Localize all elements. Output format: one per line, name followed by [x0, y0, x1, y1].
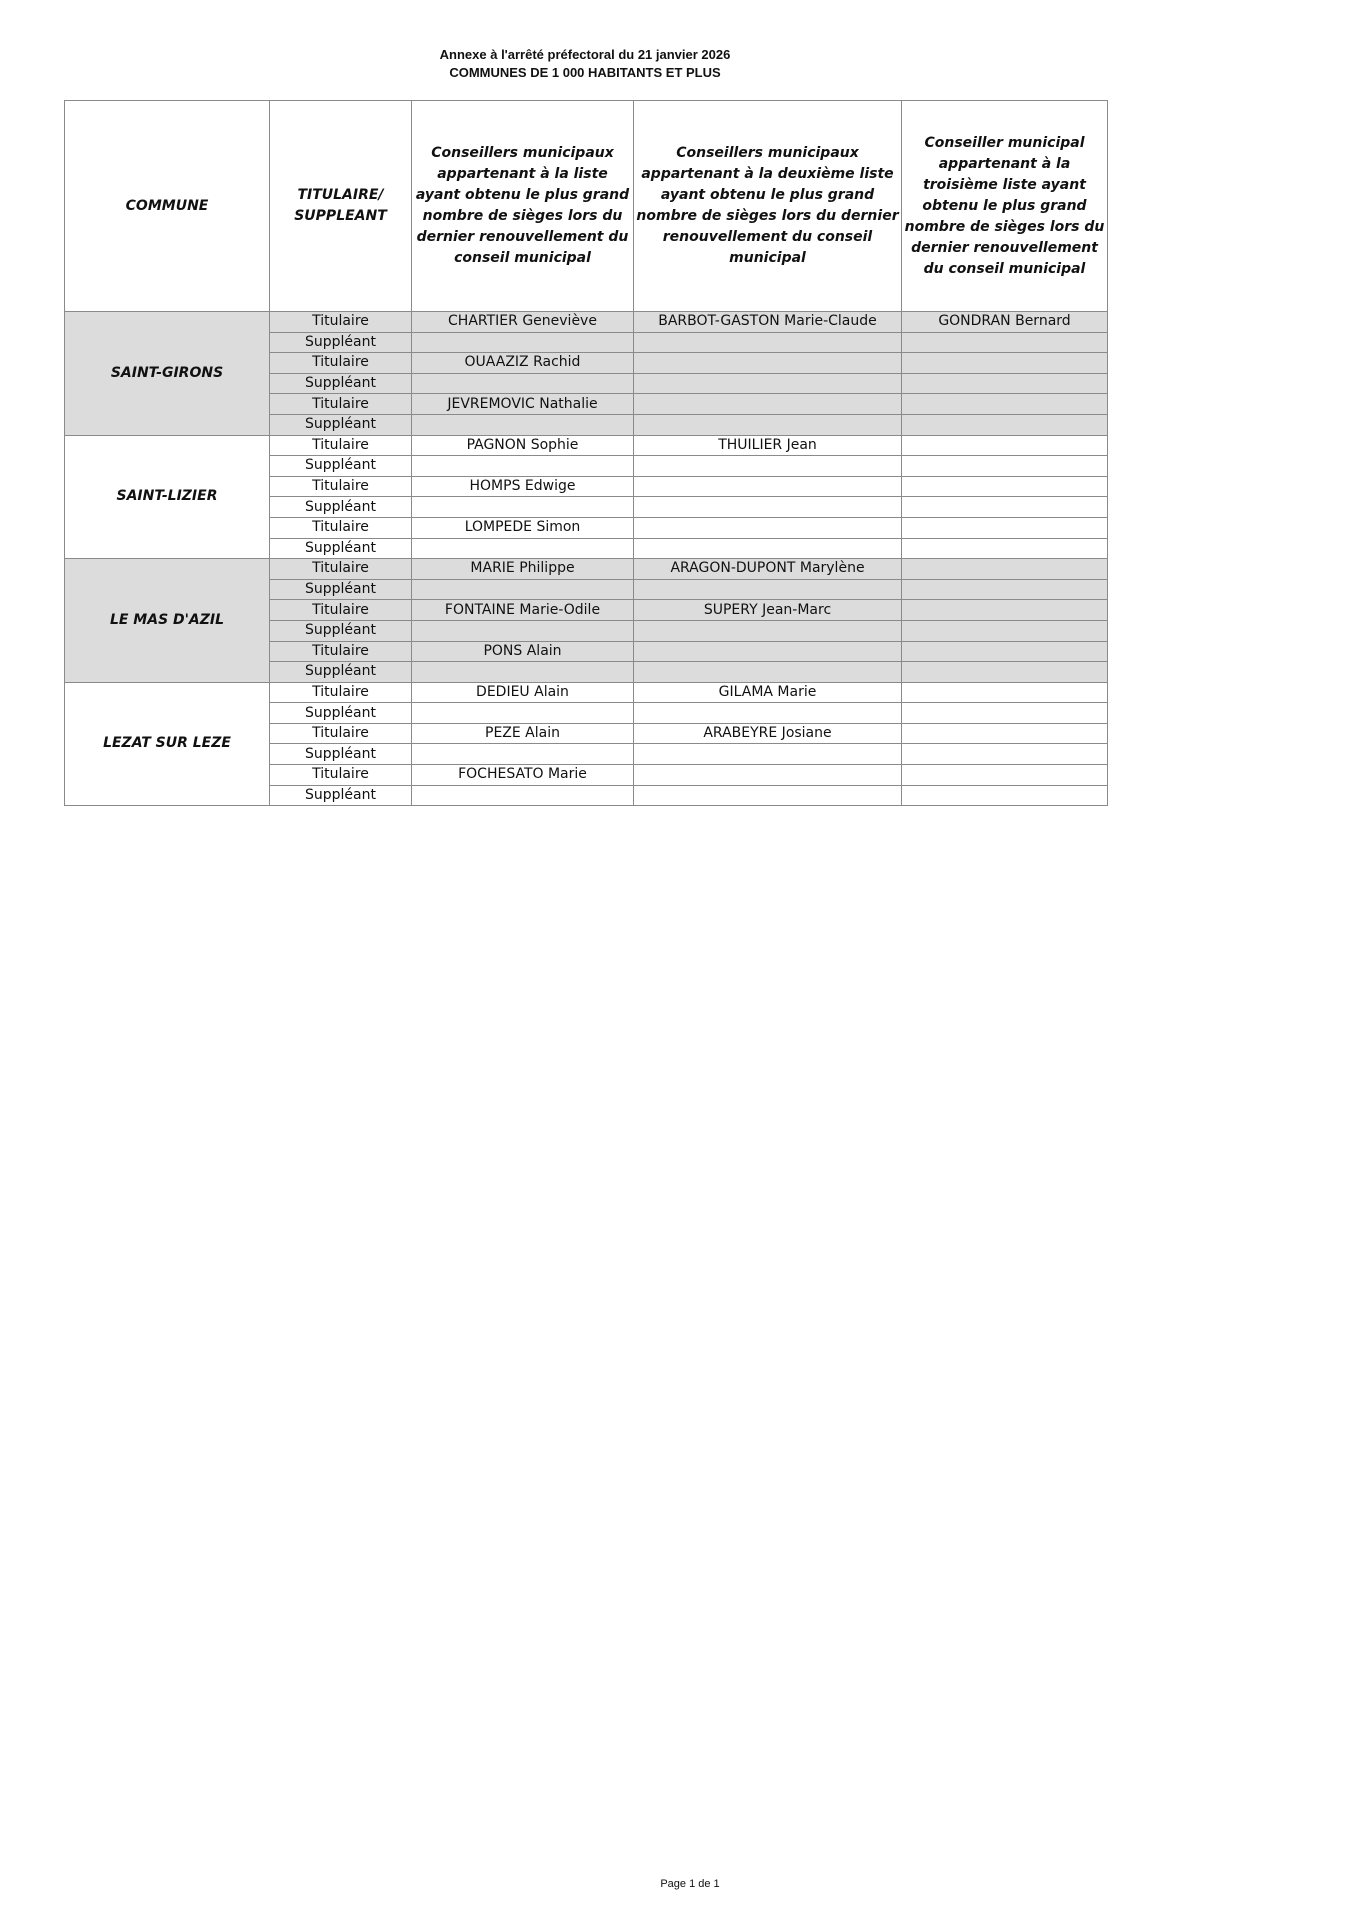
- third-list-cell: [902, 765, 1108, 786]
- third-list-cell: [902, 517, 1108, 538]
- table-row: [65, 682, 1108, 703]
- first-list-cell: FONTAINE Marie-Odile: [412, 600, 634, 621]
- first-list-cell: [412, 579, 634, 600]
- third-list-cell: [902, 723, 1108, 744]
- second-list-cell: THUILIER Jean: [634, 435, 902, 456]
- second-list-cell: [634, 497, 902, 518]
- first-list-cell: LOMPEDE Simon: [412, 517, 634, 538]
- commune-cell: LEZAT SUR LEZE: [65, 682, 270, 806]
- role-cell: Titulaire: [270, 559, 412, 580]
- column-header-label: TITULAIRE/ SUPPLEANT: [294, 187, 387, 224]
- role-cell: Titulaire: [270, 476, 412, 497]
- second-list-cell: [634, 744, 902, 765]
- third-list-cell: GONDRAN Bernard: [902, 312, 1108, 333]
- role-cell: Suppléant: [270, 744, 412, 765]
- role-cell: Suppléant: [270, 785, 412, 806]
- second-list-cell: SUPERY Jean-Marc: [634, 600, 902, 621]
- commune-cell: SAINT-LIZIER: [65, 435, 270, 559]
- first-list-cell: [412, 456, 634, 477]
- first-list-cell: [412, 744, 634, 765]
- table-row: [65, 559, 1108, 580]
- commune-cell: SAINT-GIRONS: [65, 312, 270, 436]
- column-header-label: Conseiller municipal appartenant à la troisième liste ayant obtenu le plus grand nombre de sièges lors du dernier renouvellement du conseil municipal: [904, 134, 1105, 277]
- second-list-cell: [634, 517, 902, 538]
- third-list-cell: [902, 620, 1108, 641]
- third-list-cell: [902, 785, 1108, 806]
- second-list-cell: BARBOT-GASTON Marie-Claude: [634, 312, 902, 333]
- role-cell: Suppléant: [270, 579, 412, 600]
- column-header-role: [270, 101, 412, 312]
- second-list-cell: [634, 579, 902, 600]
- table-header-row: [65, 101, 1108, 312]
- first-list-cell: [412, 373, 634, 394]
- third-list-cell: [902, 538, 1108, 559]
- first-list-cell: [412, 497, 634, 518]
- second-list-cell: [634, 414, 902, 435]
- role-cell: Titulaire: [270, 353, 412, 374]
- first-list-cell: HOMPS Edwige: [412, 476, 634, 497]
- third-list-cell: [902, 414, 1108, 435]
- second-list-cell: GILAMA Marie: [634, 682, 902, 703]
- second-list-cell: ARAGON-DUPONT Marylène: [634, 559, 902, 580]
- role-cell: Suppléant: [270, 538, 412, 559]
- role-cell: Suppléant: [270, 620, 412, 641]
- third-list-cell: [902, 476, 1108, 497]
- role-cell: Suppléant: [270, 497, 412, 518]
- role-cell: Titulaire: [270, 600, 412, 621]
- column-header-label: COMMUNE: [125, 197, 209, 214]
- first-list-cell: [412, 414, 634, 435]
- first-list-cell: MARIE Philippe: [412, 559, 634, 580]
- document-subtitle: COMMUNES DE 1 000 HABITANTS ET PLUS: [449, 65, 721, 80]
- third-list-cell: [902, 682, 1108, 703]
- column-header-third-list: [902, 101, 1108, 312]
- table-row: [65, 435, 1108, 456]
- first-list-cell: CHARTIER Geneviève: [412, 312, 634, 333]
- role-cell: Suppléant: [270, 373, 412, 394]
- column-header-second-list: [634, 101, 902, 312]
- role-cell: Titulaire: [270, 723, 412, 744]
- column-header-label: Conseillers municipaux appartenant à la liste ayant obtenu le plus grand nombre de sièges lors du dernier renouvellement du conseil municipal: [415, 145, 630, 266]
- first-list-cell: [412, 662, 634, 683]
- column-header-commune: [65, 101, 270, 312]
- role-cell: Titulaire: [270, 517, 412, 538]
- role-cell: Suppléant: [270, 332, 412, 353]
- second-list-cell: [634, 765, 902, 786]
- third-list-cell: [902, 703, 1108, 724]
- third-list-cell: [902, 353, 1108, 374]
- second-list-cell: [634, 641, 902, 662]
- role-cell: Suppléant: [270, 414, 412, 435]
- commune-cell: LE MAS D'AZIL: [65, 559, 270, 683]
- first-list-cell: [412, 620, 634, 641]
- page-number: Page 1 de 1: [660, 1878, 720, 1890]
- first-list-cell: [412, 332, 634, 353]
- column-header-label: Conseillers municipaux appartenant à la deuxième liste ayant obtenu le plus grand nombre de sièges lors du dernier renouvellement du conseil municipal: [636, 145, 899, 266]
- document-title: Annexe à l'arrêté préfectoral du 21 janvier 2026: [439, 47, 731, 62]
- third-list-cell: [902, 559, 1108, 580]
- table-row: [65, 312, 1108, 333]
- role-cell: Titulaire: [270, 435, 412, 456]
- third-list-cell: [902, 744, 1108, 765]
- second-list-cell: [634, 620, 902, 641]
- second-list-cell: [634, 394, 902, 415]
- role-cell: Titulaire: [270, 394, 412, 415]
- first-list-cell: [412, 703, 634, 724]
- role-cell: Suppléant: [270, 662, 412, 683]
- role-cell: Titulaire: [270, 765, 412, 786]
- councillors-table: [64, 100, 1108, 806]
- role-cell: Titulaire: [270, 312, 412, 333]
- column-header-first-list: [412, 101, 634, 312]
- third-list-cell: [902, 332, 1108, 353]
- third-list-cell: [902, 497, 1108, 518]
- first-list-cell: PEZE Alain: [412, 723, 634, 744]
- third-list-cell: [902, 373, 1108, 394]
- second-list-cell: [634, 662, 902, 683]
- third-list-cell: [902, 600, 1108, 621]
- second-list-cell: [634, 456, 902, 477]
- third-list-cell: [902, 662, 1108, 683]
- first-list-cell: JEVREMOVIC Nathalie: [412, 394, 634, 415]
- second-list-cell: [634, 703, 902, 724]
- third-list-cell: [902, 456, 1108, 477]
- role-cell: Titulaire: [270, 682, 412, 703]
- first-list-cell: PONS Alain: [412, 641, 634, 662]
- role-cell: Suppléant: [270, 456, 412, 477]
- second-list-cell: [634, 538, 902, 559]
- second-list-cell: [634, 353, 902, 374]
- second-list-cell: ARABEYRE Josiane: [634, 723, 902, 744]
- first-list-cell: [412, 785, 634, 806]
- first-list-cell: PAGNON Sophie: [412, 435, 634, 456]
- second-list-cell: [634, 332, 902, 353]
- first-list-cell: DEDIEU Alain: [412, 682, 634, 703]
- third-list-cell: [902, 394, 1108, 415]
- first-list-cell: FOCHESATO Marie: [412, 765, 634, 786]
- third-list-cell: [902, 435, 1108, 456]
- second-list-cell: [634, 373, 902, 394]
- first-list-cell: OUAAZIZ Rachid: [412, 353, 634, 374]
- first-list-cell: [412, 538, 634, 559]
- third-list-cell: [902, 579, 1108, 600]
- role-cell: Suppléant: [270, 703, 412, 724]
- second-list-cell: [634, 476, 902, 497]
- role-cell: Titulaire: [270, 641, 412, 662]
- third-list-cell: [902, 641, 1108, 662]
- second-list-cell: [634, 785, 902, 806]
